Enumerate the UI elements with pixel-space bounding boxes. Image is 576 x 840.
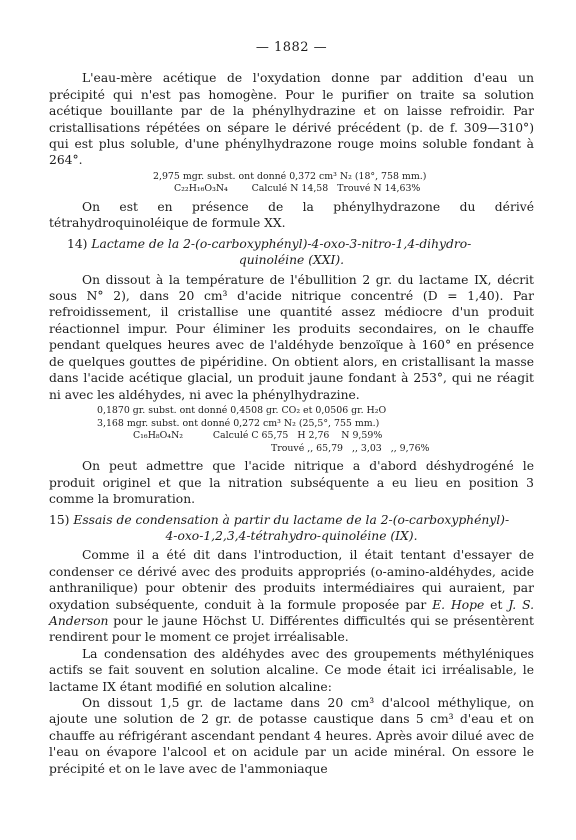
analysis-line: 2,975 mgr. subst. ont donné 0,372 cm³ N₂ (18°, 758 mm.) — [153, 170, 427, 182]
page-number: — 1882 — — [255, 40, 328, 55]
analysis-line: 3,168 mgr. subst. ont donné 0,272 cm³ N₂ (25,5°, 755 mm.) — [97, 417, 380, 429]
section-title-line: Essais de condensation à partir du lactame de la 2-(o-carboxyphényl)- — [73, 512, 510, 527]
author-name: J. S. Anderson — [49, 597, 534, 628]
analysis-line: 0,1870 gr. subst. ont donné 0,4508 gr. CO₂ et 0,0506 gr. H₂O — [97, 404, 387, 416]
author-name: E. Hope — [432, 597, 485, 612]
paragraph-alkaline-condensation: La condensation des aldéhydes avec des groupements méthyléniques actifs se fait souvent en solution alcaline. Ce mode était ici irréalisable, le lactame IX étant modifié en solution alcaline: — [49, 646, 534, 694]
section-title-line: Lactame de la 2-(o-carboxyphényl)-4-oxo-3-nitro-1,4-dihydro- — [91, 236, 472, 251]
paragraph-nitration: On dissout à la température de l'ébullition 2 gr. du lactame IX, décrit sous N° 2), dans 20 cm³ d'acide nitrique concentré (D = 1,40). Par refroidissement, il cristallise une quantité assez médiocre d'un produit réactionnel impur. Pour éliminer les produits secondaires, on le chauffe pendant quelques heures avec de l'aldéhyde benzoïque à 160° en présence de quelques gouttes de pipéridine. On obtient alors, en cristallisant la masse dans l'acide acétique glacial, un produit jaune fondant à 253°, qui ne réagit ni avec les aldéhydes, ni avec la phénylhydrazine. — [49, 272, 534, 402]
paragraph-phenylhydrazone: On est en présence de la phénylhydrazone du dérivé tétrahydroquinoléique de formule XX. — [49, 200, 534, 231]
paragraph-introduction-recall: Comme il a été dit dans l'introduction, il était tentant d'essayer de condenser ce dérivé avec des produits appropriés (o-amino-aldéhydes, acide anthranilique) pour obtenir des produits intermédiaires qui auraient, par oxydation subséquente, conduit à la formule proposée par E. Hope et J. S. Anderson pour le jaune Höchst U. Différentes difficultés qui se présentèrent rendirent pour le moment ce projet irréalisable. — [49, 548, 534, 645]
paragraph-mother-liquor: L'eau-mère acétique de l'oxydation donne par addition d'eau un précipité qui n'est pas homogène. Pour le purifier on traite sa solution acétique bouillante par de la phénylhydrazine et on laisse refroidir. Par cristallisations répétées on sépare le dérivé précédent (p. de f. 309—310°) qui est plus soluble, d'une phénylhydrazone rouge moins soluble fondant à 264°. — [49, 71, 534, 168]
section-number: 14) — [67, 236, 88, 251]
analysis-block-2 — [49, 405, 534, 455]
analysis-block-1 — [49, 171, 534, 196]
section-number: 15) — [49, 512, 70, 527]
section-title-line: 4-oxo-1,2,3,4-tétrahydro-quinoléine (IX). — [165, 528, 418, 543]
section-title-line: quinoléine (XXI). — [238, 253, 345, 268]
analysis-line: C₂₂H₁₆O₃N₄ Calculé N 14,58 Trouvé N 14,63% — [174, 183, 421, 195]
section-heading-14 — [49, 236, 534, 269]
paragraph-interpretation: On peut admettre que l'acide nitrique a d'abord déshydrogéné le produit originel et que la nitration subséquente a eu lieu en position 3 comme la bromuration. — [49, 459, 534, 507]
analysis-line: Trouvé ,, 65,79 ,, 3,03 ,, 9,76% — [271, 442, 430, 454]
paragraph-procedure: On dissout 1,5 gr. de lactame dans 20 cm³ d'alcool méthylique, on ajoute une solution de 2 gr. de potasse caustique dans 5 cm³ d'eau et on chauffe au réfrigérant ascendant pendant 4 heures. Après avoir dilué avec de l'eau on évapore l'alcool et on acidule par un acide minéral. On essore le précipité et on le lave avec de l'ammoniaque — [49, 695, 534, 776]
analysis-line: C₁₆H₈O₄N₂ Calculé C 65,75 H 2,76 N 9,59% — [133, 430, 383, 442]
section-heading-15 — [49, 512, 534, 545]
